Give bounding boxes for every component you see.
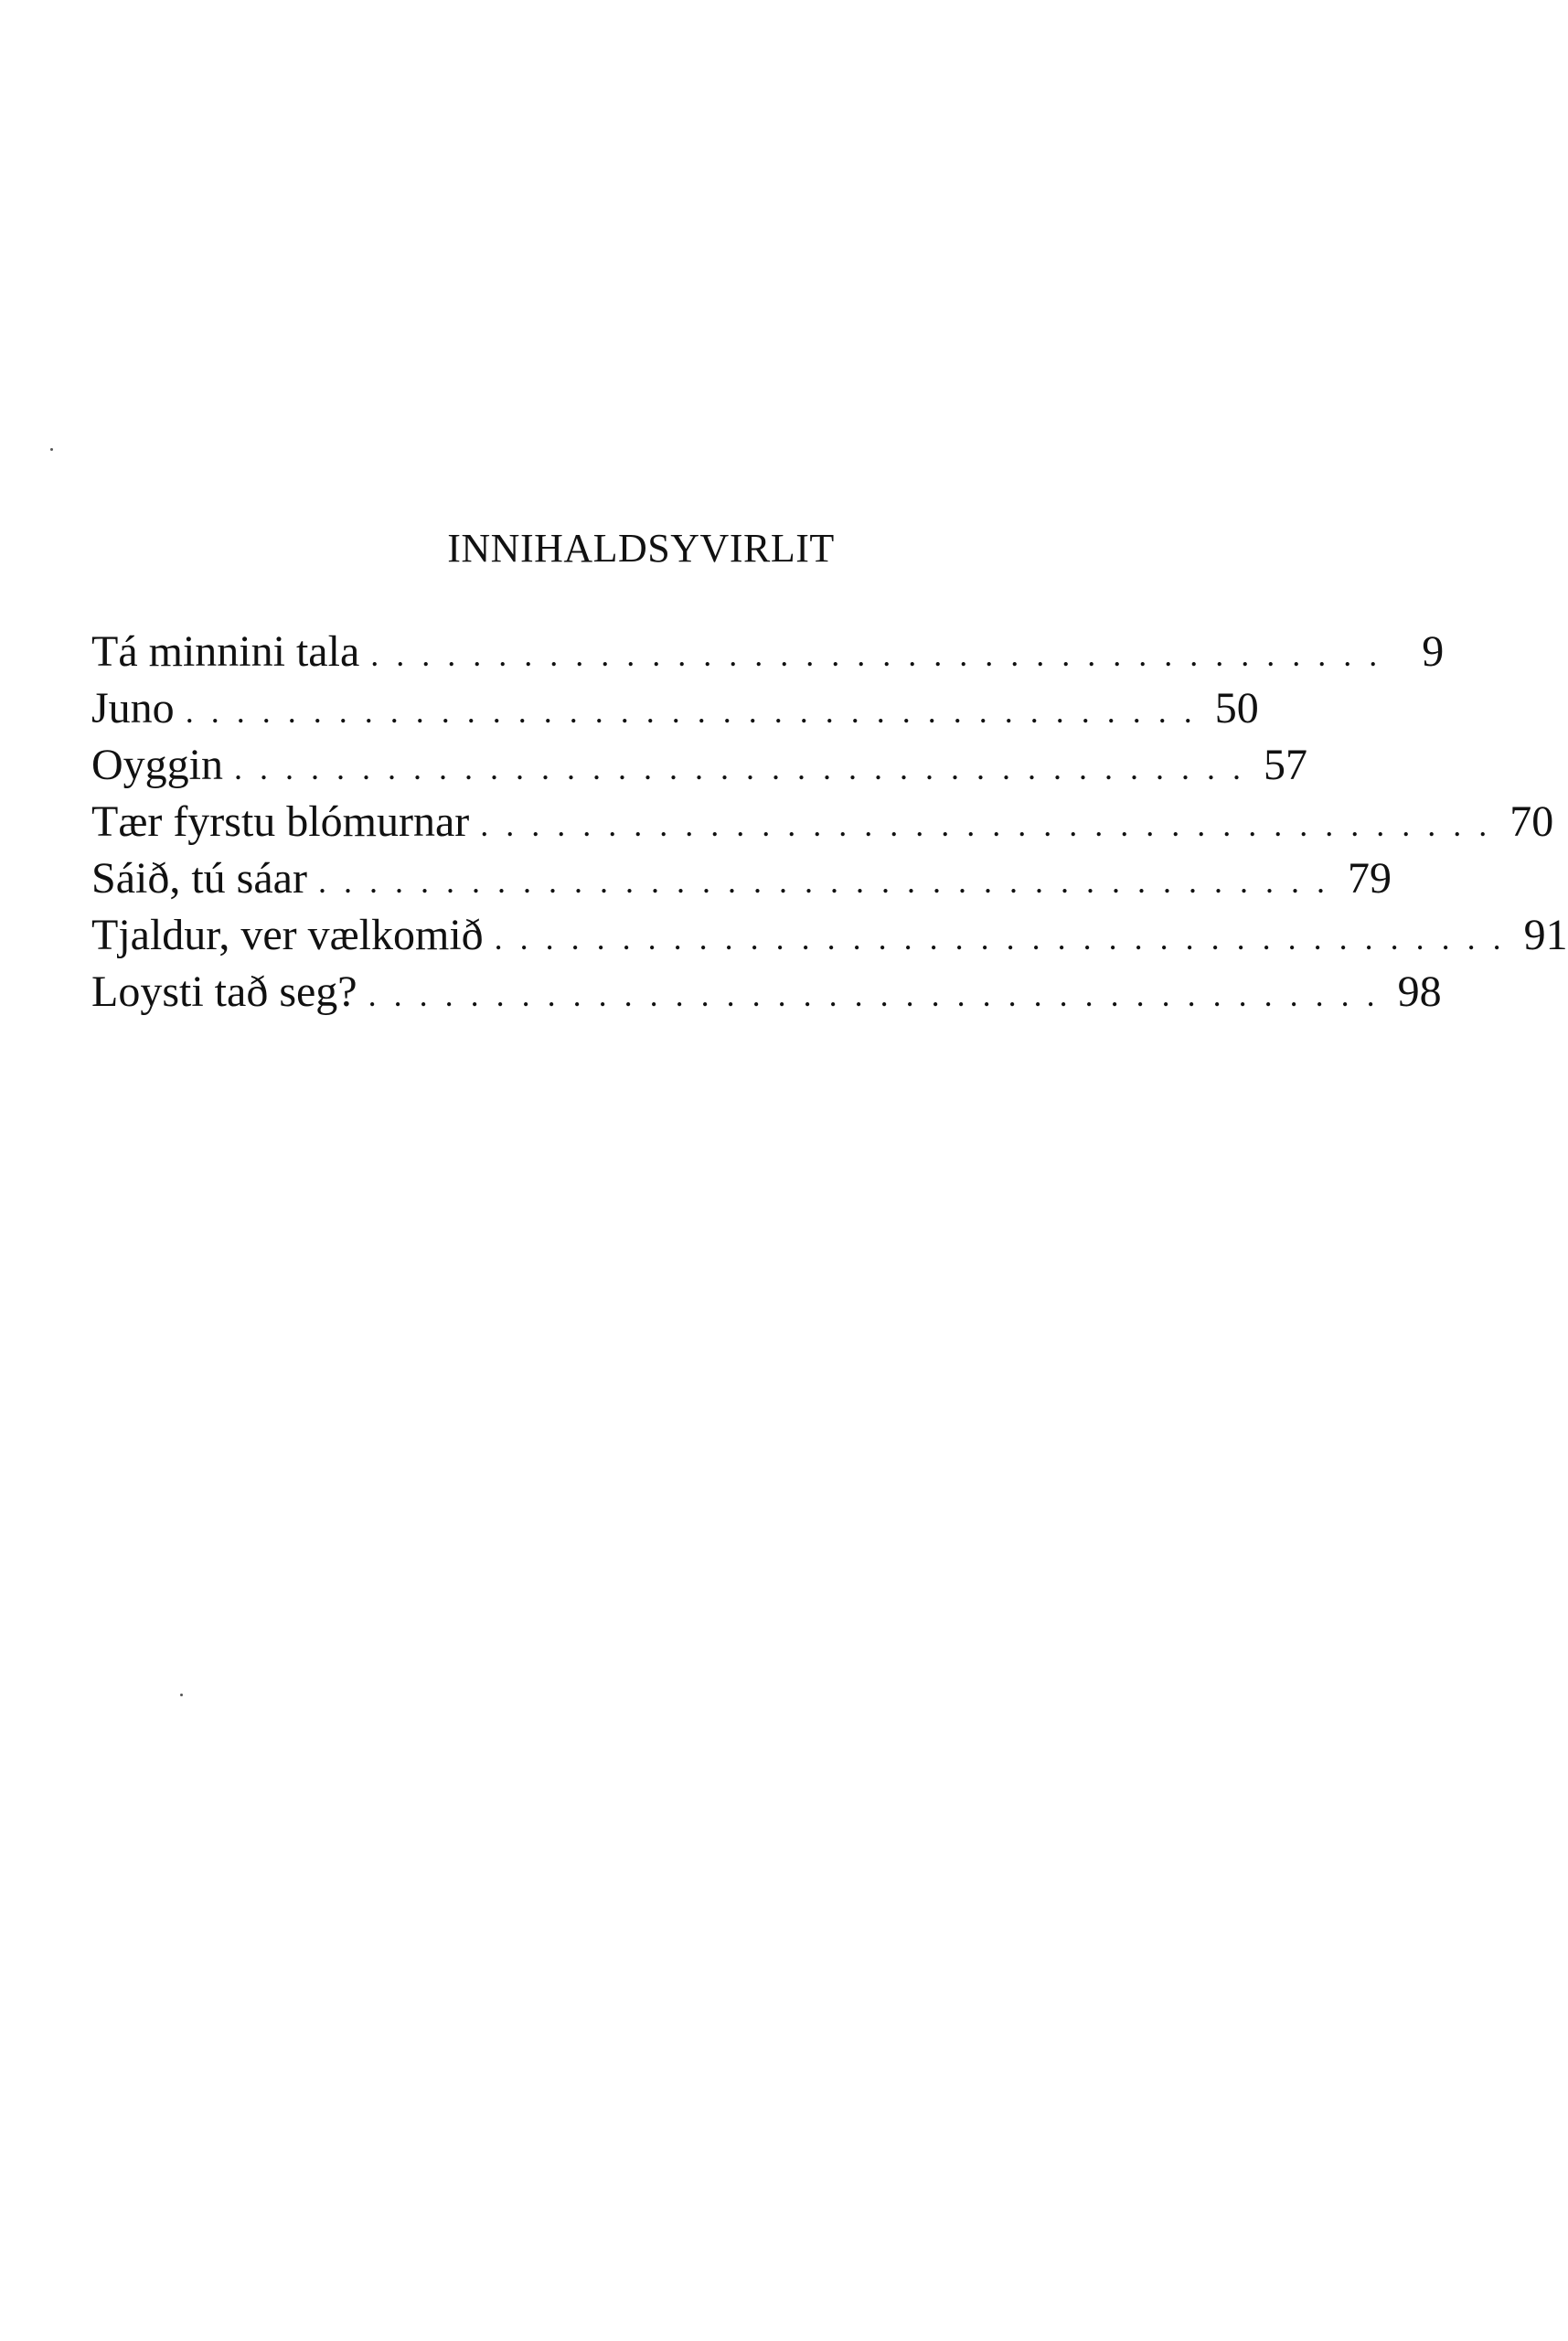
toc-entry — [91, 907, 1568, 964]
toc-entry-title: Oyggin — [91, 741, 223, 789]
scan-speck — [50, 448, 53, 451]
toc-entry-page: 91 — [1523, 911, 1568, 959]
scan-speck — [180, 1694, 183, 1696]
dot-leader: . . . . . . . . . . . . . . . . . . . . . . . . . . . . . . . . . . . . . . . . — [185, 693, 1197, 730]
toc-entry — [91, 737, 1307, 794]
toc-entry-title: Sáið, tú sáar — [91, 854, 307, 903]
dot-leader: . . . . . . . . . . . . . . . . . . . . . . . . . . . . . . . . . . . . . . . . — [494, 920, 1506, 957]
toc-entry-page: 57 — [1264, 741, 1307, 789]
dot-leader: . . . . . . . . . . . . . . . . . . . . . . . . . . . . . . . . . . . . . . . . — [234, 750, 1245, 786]
toc-entry-title: Tjaldur, ver vælkomið — [91, 911, 484, 959]
toc-entry — [91, 624, 1445, 680]
dot-leader: . . . . . . . . . . . . . . . . . . . . . . . . . . . . . . . . . . . . . . . . — [368, 977, 1380, 1013]
dot-leader: . . . . . . . . . . . . . . . . . . . . . . . . . . . . . . . . . . . . . . . . — [317, 863, 1329, 900]
toc-entry-page: 9 — [1422, 627, 1445, 676]
toc-entry — [91, 794, 1554, 850]
toc-entry-title: Tá minnini tala — [91, 627, 360, 676]
dot-leader: . . . . . . . . . . . . . . . . . . . . . . . . . . . . . . . . . . . . . . . . — [480, 807, 1492, 843]
dot-leader: . . . . . . . . . . . . . . . . . . . . . . . . . . . . . . . . . . . . . . . . — [370, 636, 1382, 673]
toc-entry-page: 70 — [1509, 797, 1554, 846]
toc-list — [91, 624, 1568, 1021]
toc-entry-page: 79 — [1347, 854, 1392, 903]
toc-entry — [91, 680, 1259, 737]
toc-entry-title: Juno — [91, 684, 175, 732]
toc-heading: INNIHALDSYVIRLIT — [447, 526, 835, 571]
toc-entry-page: 98 — [1397, 967, 1442, 1016]
toc-entry-title: Tær fyrstu blómurnar — [91, 797, 470, 846]
toc-entry — [91, 964, 1442, 1021]
toc-entry-title: Loysti tað seg? — [91, 967, 357, 1016]
toc-entry — [91, 850, 1392, 907]
toc-entry-page: 50 — [1214, 684, 1259, 732]
